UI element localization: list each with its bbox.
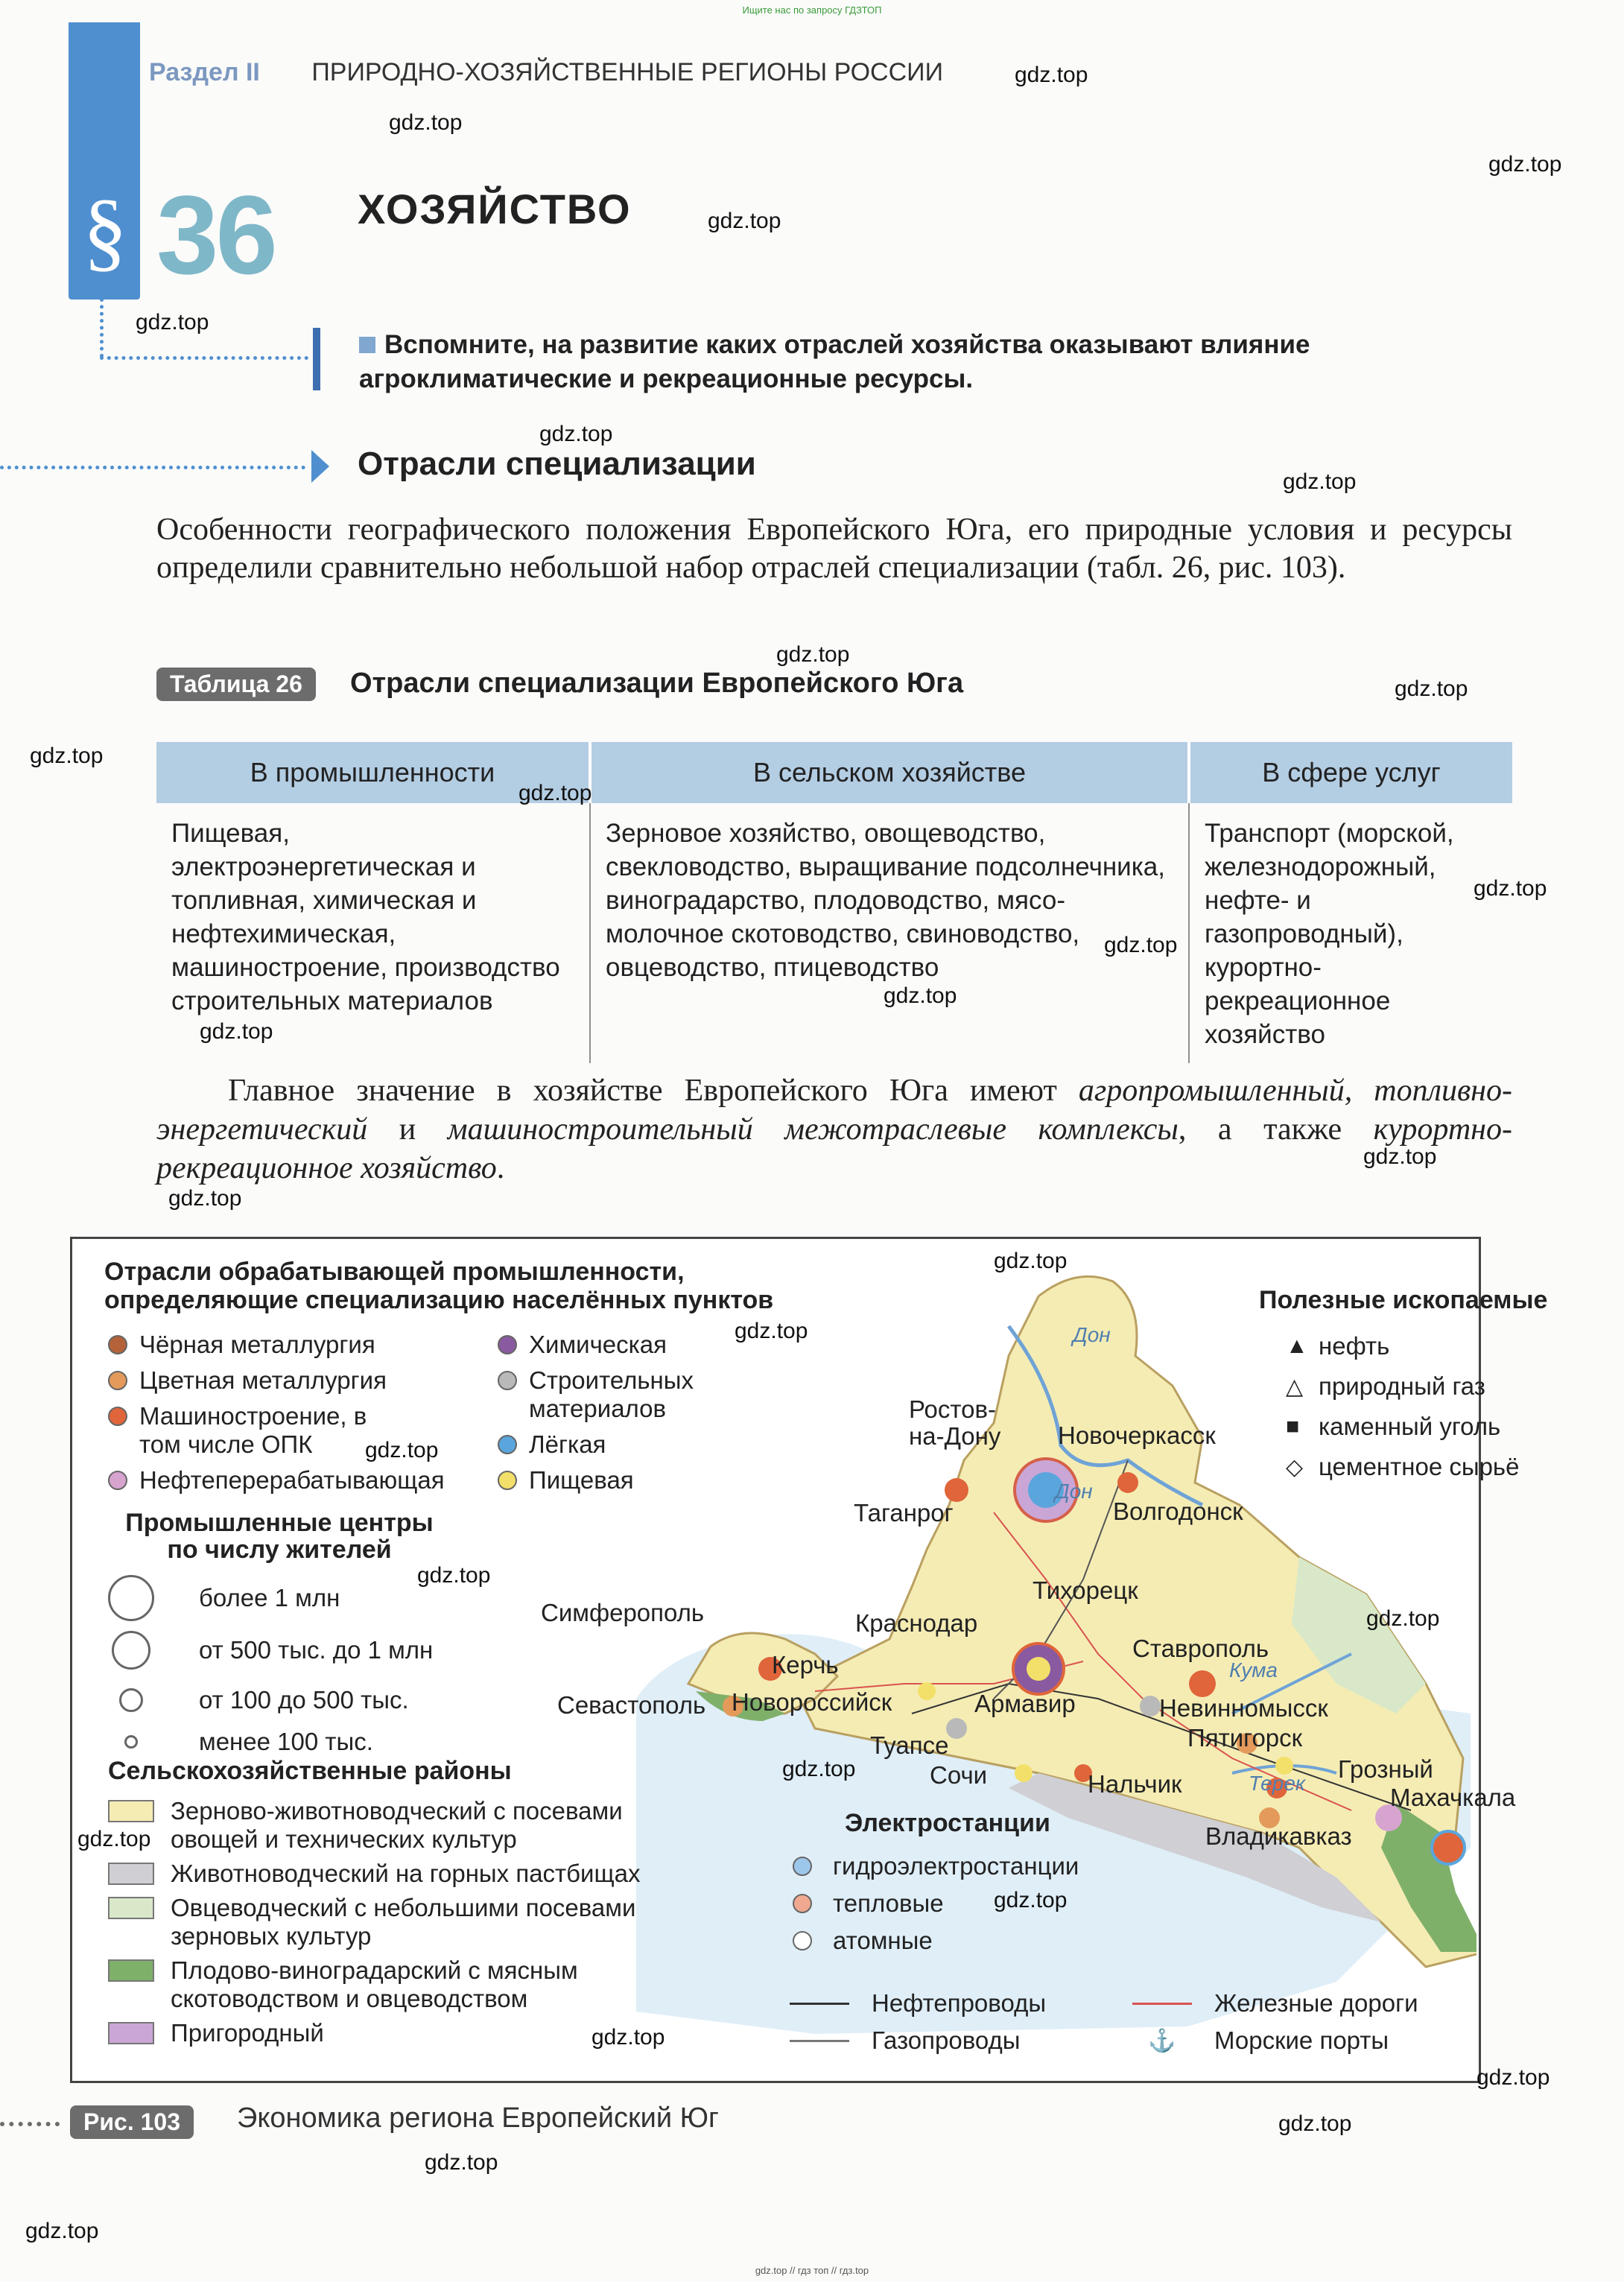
page-title: ХОЗЯЙСТВО (358, 186, 632, 232)
thermal-plant-icon (793, 1894, 812, 1913)
legend-label: от 100 до 500 тыс. (199, 1686, 409, 1714)
hydro-plant-icon (793, 1857, 812, 1876)
legend-label: менее 100 тыс. (199, 1728, 373, 1755)
oil-pipeline-icon (790, 2003, 849, 2005)
lines-legend (790, 1985, 1046, 2059)
city-label: Таганрог (854, 1499, 954, 1527)
watermark: gdz.top (389, 110, 463, 135)
legend-label: Пригородный (171, 2019, 324, 2047)
watermark: gdz.top (518, 781, 592, 805)
watermark: gdz.top (1015, 63, 1088, 87)
legend-label: Животноводческий на горных пастбищах (171, 1860, 641, 1887)
watermark: gdz.top (782, 1757, 856, 1781)
color-dot-icon (108, 1371, 127, 1390)
color-dot-icon (108, 1335, 127, 1354)
circle-s-icon (124, 1735, 138, 1749)
figure-badge: Рис. 103 (70, 2105, 194, 2139)
legend-label: природный газ (1319, 1372, 1485, 1400)
text-italic: курортно-рекреационное хозяйство (156, 1112, 1512, 1185)
text-italic: машиностроительный межотраслевые комплексы (447, 1112, 1179, 1147)
decor-dotted-line (100, 356, 308, 360)
watermark: gdz.top (417, 1563, 491, 1588)
legend-label: нефть (1319, 1332, 1390, 1360)
figure-caption: Экономика региона Европейский Юг (237, 2102, 719, 2134)
watermark: gdz.top (591, 2025, 665, 2050)
table-header-cell: В сельском хозяйстве (590, 742, 1189, 803)
text-run: , а также (1178, 1112, 1374, 1147)
watermark: gdz.top (1488, 152, 1562, 177)
watermark: gdz.top (735, 1319, 808, 1343)
color-dot-icon (108, 1407, 127, 1426)
decor-dotted-line (100, 298, 104, 358)
centers-legend-title: Промышленные центры по числу жителей (125, 1509, 434, 1564)
watermark: gdz.top (1278, 2111, 1352, 2136)
legend-label: Нефтепроводы (872, 1989, 1047, 2017)
swatch-icon (108, 1863, 154, 1885)
legend-label: Цветная металлургия (139, 1366, 387, 1394)
swatch-icon (108, 1800, 154, 1822)
oil-icon: ▲ (1286, 1334, 1308, 1358)
nuclear-plant-icon (793, 1931, 812, 1950)
minerals-legend (1286, 1326, 1519, 1487)
city-label: Ставрополь (1132, 1635, 1269, 1662)
power-legend-title: Электростанции (845, 1809, 1050, 1837)
watermark: gdz.top (168, 1186, 242, 1211)
watermark: gdz.top (1395, 676, 1468, 701)
watermark: gdz.top (425, 2150, 498, 2175)
city-label: Керчь (772, 1651, 839, 1679)
header-section: Раздел II (149, 58, 260, 86)
watermark: gdz.top (77, 1827, 151, 1851)
industry-legend (108, 1331, 445, 1495)
city-label: Новороссийск (732, 1688, 892, 1716)
remember-bar (313, 328, 320, 390)
decor-dotted-line (0, 2122, 60, 2126)
legend-label: Машиностроение, в том числе ОПК (139, 1402, 367, 1458)
legend-label: Зерново-животноводческий с посевами овощей и технических культур (171, 1797, 623, 1853)
circle-xl-icon (108, 1575, 154, 1621)
color-dot-icon (498, 1435, 517, 1454)
table-header-cell: В сфере услуг (1189, 742, 1512, 803)
watermark: gdz.top (365, 1438, 439, 1462)
river-label: Дон (1055, 1480, 1093, 1503)
legend-label: гидроэлектростанции (833, 1852, 1079, 1880)
paragraph-text (156, 1071, 1512, 1188)
watermark: gdz.top (994, 1888, 1068, 1912)
city-marker (918, 1682, 936, 1700)
table-cell: Зерновое хозяйство, овощеводство, свекловодство, выращивание подсолнечника, виноградарство, плодоводство, мясо-молочное скотоводство, свиноводство, овцеводство, птицеводство (590, 803, 1189, 1063)
city-label: Туапсе (870, 1731, 949, 1759)
city-label: Тихорецк (1033, 1576, 1138, 1604)
legend-label: Нефтеперерабатывающая (139, 1466, 445, 1494)
circle-l-icon (112, 1631, 150, 1670)
color-dot-icon (498, 1335, 517, 1354)
legend-label: от 500 тыс. до 1 млн (199, 1636, 434, 1664)
city-label: Владикавказ (1205, 1822, 1352, 1850)
anchor-icon: ⚓ (1148, 2028, 1176, 2053)
city-marker (1432, 1831, 1465, 1864)
swatch-icon (108, 1959, 154, 1982)
city-label: Волгодонск (1113, 1497, 1243, 1525)
watermark: gdz.top (30, 744, 104, 768)
color-dot-icon (498, 1371, 517, 1390)
city-label: Пятигорск (1187, 1724, 1303, 1752)
subheading: Отрасли специализации (358, 446, 756, 482)
legend-label: Лёгкая (529, 1430, 606, 1458)
watermark: gdz.top (1104, 933, 1178, 957)
watermark: gdz.top (1474, 876, 1547, 901)
city-marker (1189, 1670, 1216, 1697)
table-row (156, 803, 1512, 1063)
circle-m-icon (119, 1688, 143, 1712)
section-sign: § (83, 181, 127, 280)
text-run: Главное значение в хозяйстве Европейского Юга имеют (228, 1074, 1079, 1108)
table-title: Отрасли специализации Европейского Юга (350, 668, 964, 699)
agri-legend-title: Сельскохозяйственные районы (108, 1757, 512, 1785)
gas-pipeline-icon (790, 2040, 849, 2042)
bottom-note: gdz.top // гдз топ // гдз.top (755, 2265, 869, 2276)
paragraph-text: Особенности географического положения Европейского Юга, его природные условия и ресурсы определили сравнительно небольшой набор отраслей специализации (табл. 26, рис. 103). (156, 513, 1512, 585)
watermark: gdz.top (994, 1249, 1068, 1273)
city-marker (1027, 1657, 1050, 1681)
city-label: Невинномысск (1159, 1694, 1328, 1722)
minerals-legend-title: Полезные ископаемые (1259, 1286, 1548, 1314)
header-region-title: ПРИРОДНО-ХОЗЯЙСТВЕННЫЕ РЕГИОНЫ РОССИИ (311, 58, 944, 86)
legend-label: Газопроводы (872, 2026, 1021, 2054)
city-marker (1117, 1472, 1138, 1493)
swatch-icon (108, 2022, 154, 2044)
specialization-table (156, 742, 1512, 1063)
industry-legend-title: Отрасли обрабатывающей промышленности, определяющие специализацию населённых пунктов (104, 1258, 774, 1314)
watermark: gdz.top (1476, 2065, 1550, 2090)
legend-label: Строительных материалов (529, 1366, 694, 1422)
legend-label: Овцеводческий с небольшими посевами зерновых культур (171, 1894, 636, 1950)
watermark: gdz.top (136, 310, 209, 335)
color-dot-icon (108, 1471, 127, 1490)
watermark: gdz.top (200, 1019, 273, 1044)
city-label: Махачкала (1390, 1784, 1516, 1811)
arrow-right-icon (311, 450, 329, 483)
table-cell: Транспорт (морской, железнодорожный, нефте- и газопроводный), курортно-рекреационное хозяйство (1189, 803, 1512, 1063)
gas-icon: △ (1286, 1374, 1304, 1399)
top-note: Ищите нас по запросу ГДЗТОП (742, 4, 882, 16)
swatch-icon (108, 1897, 154, 1919)
city-label: Армавир (974, 1690, 1076, 1717)
river-label: Кума (1229, 1658, 1278, 1682)
watermark: gdz.top (1363, 1144, 1437, 1169)
centers-legend (108, 1572, 433, 1760)
river-label: Дон (1073, 1323, 1111, 1346)
cement-icon: ◇ (1286, 1454, 1304, 1480)
paragraph-number: 36 (156, 172, 275, 297)
city-marker (1015, 1764, 1033, 1782)
table-header-row (156, 742, 1512, 803)
legend-label: более 1 млн (199, 1584, 340, 1611)
city-label: Симферополь (541, 1599, 705, 1626)
city-marker (946, 1718, 967, 1739)
watermark: gdz.top (708, 209, 781, 233)
remember-question: Вспомните, на развитие каких отраслей хозяйства оказывают влияние агроклиматические и рекреационные ресурсы. (359, 330, 1310, 393)
city-label: Нальчик (1088, 1770, 1182, 1798)
legend-label: Плодово-виноградарский с мясным скотоводством и овцеводством (171, 1956, 578, 2012)
watermark: gdz.top (539, 422, 613, 446)
running-header (149, 58, 943, 87)
city-label: Сочи (930, 1761, 988, 1789)
river-label: Терек (1249, 1772, 1306, 1795)
city-label: Краснодар (855, 1609, 978, 1637)
city-label: Севастополь (557, 1691, 706, 1719)
legend-label: Чёрная металлургия (139, 1331, 375, 1358)
agri-legend (108, 1797, 704, 2047)
legend-label: тепловые (833, 1889, 944, 1917)
text-run: и (367, 1112, 448, 1147)
watermark: gdz.top (1283, 469, 1357, 494)
industry-legend (498, 1331, 723, 1495)
table-cell: Пищевая, электроэнергетическая и топливная, химическая и нефтехимическая, машиностроение, производство строительных материалов (171, 819, 560, 1015)
railway-icon (1132, 2003, 1192, 2005)
text-run: . (496, 1151, 505, 1185)
table-badge: Таблица 26 (156, 668, 316, 701)
watermark: gdz.top (884, 983, 957, 1008)
city-label: Новочеркасск (1058, 1422, 1216, 1449)
text-italic: агропромышленный, топливно-энергетический (156, 1074, 1512, 1147)
decor-dotted-line (0, 466, 305, 469)
coal-icon: ■ (1286, 1414, 1300, 1439)
city-label: Ростов-на-Дону (909, 1395, 1001, 1450)
watermark: gdz.top (776, 642, 850, 667)
legend-label: Химическая (529, 1331, 667, 1358)
city-label: Грозный (1338, 1755, 1433, 1783)
legend-label: атомные (833, 1927, 933, 1954)
legend-label: каменный уголь (1319, 1413, 1501, 1440)
legend-label: Морские порты (1214, 2026, 1389, 2054)
legend-label: Железные дороги (1214, 1989, 1418, 2017)
legend-label: Пищевая (529, 1466, 634, 1494)
lines-legend (1132, 1985, 1418, 2059)
watermark: gdz.top (1366, 1606, 1440, 1631)
legend-label: цементное сырьё (1319, 1453, 1520, 1480)
table-header-cell: В промышленности (156, 742, 590, 803)
watermark: gdz.top (25, 2219, 99, 2243)
city-marker (1140, 1696, 1161, 1717)
color-dot-icon (498, 1471, 517, 1490)
